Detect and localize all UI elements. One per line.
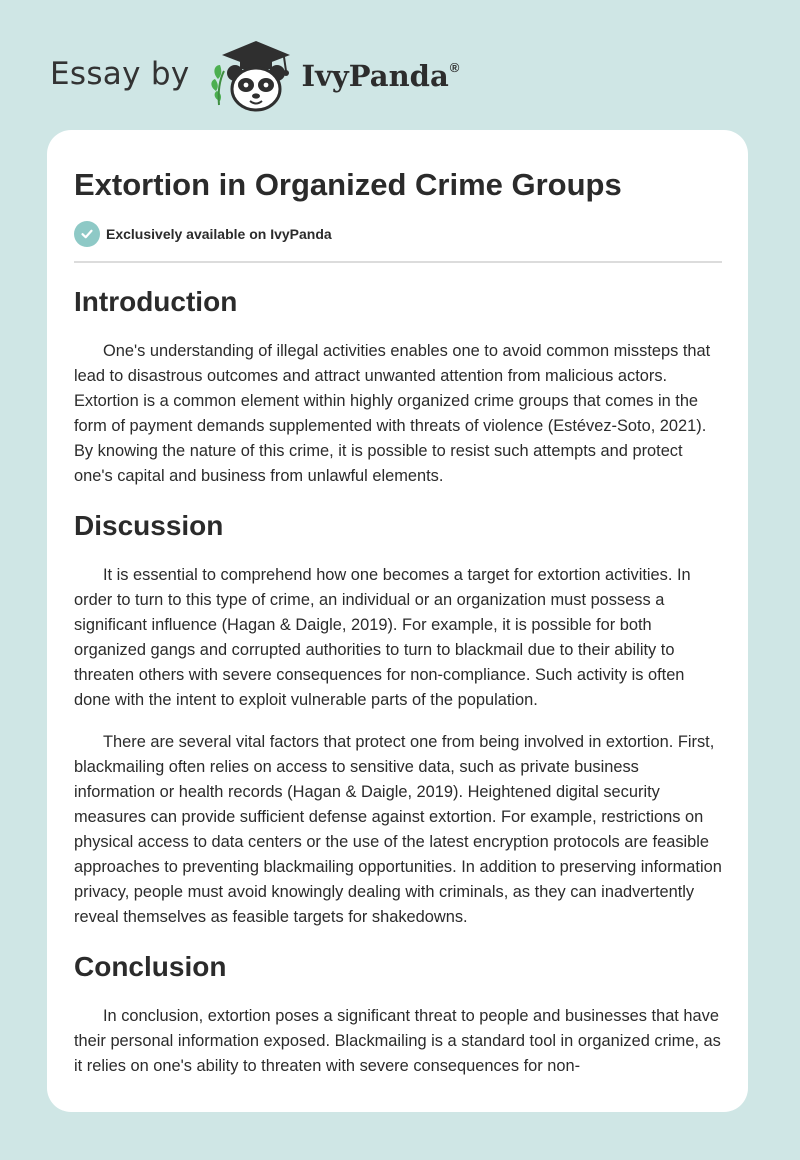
paragraph: In conclusion, extortion poses a significant threat to people and businesses that have their personal information exposed. Blackmailing is a standard tool in organized crime, as it relies on one's ability to threaten with severe consequences for non-: [74, 1007, 721, 1075]
section-heading: Introduction: [74, 286, 238, 317]
panda-logo-icon[interactable]: [204, 35, 296, 113]
paragraph: It is essential to comprehend how one becomes a target for extortion activities. In order to turn to this type of crime, an individual or an organization must possess a significant influence (Hagan & Daigle, 2019). For example, it is possible for both organized gangs and corrupted authorities to turn to blackmail due to their ability to threaten others with severe consequences for non-compliance. Such activity is often done with the intent to exploit vulnerable parts of the population.: [74, 566, 691, 709]
section-introduction: [74, 282, 722, 489]
brand-header: [50, 34, 459, 114]
brand-prefix: Essay by: [50, 56, 190, 92]
paragraph: One's understanding of illegal activities enables one to avoid common missteps that lead to disastrous outcomes and attract unwanted attention from malicious actors. Extortion is a common element within highly organized crime groups that comes in the form of payment demands supplemented with threats of violence (Estévez-Soto, 2021). By knowing the nature of this crime, it is possible to resist such attempts and protect one's capital and business from unlawful elements.: [74, 342, 711, 485]
section-heading: Discussion: [74, 510, 224, 541]
section-heading: Conclusion: [74, 951, 227, 982]
title-divider: [74, 261, 722, 263]
section-conclusion: [74, 947, 722, 1079]
essay-card: [47, 130, 748, 1112]
check-circle-icon: [74, 221, 100, 247]
exclusive-label: Exclusively available on IvyPanda: [106, 226, 332, 242]
paragraph: There are several vital factors that protect one from being involved in extortion. First, blackmailing often relies on access to sensitive data, such as private business information or health records (Hagan & Daigle, 2019). Heightened digital security measures can provide sufficient defense against extortion. For example, restrictions on physical access to data centers or the use of the latest encryption protocols are feasible approaches to preventing blackmailing opportunities. In addition to preserving information privacy, people must avoid knowingly dealing with criminals, as they can inadvertently reveal themselves as feasible targets for shakedowns.: [74, 733, 722, 926]
registered-mark: ®: [449, 60, 460, 75]
brand-name: IvyPanda®: [301, 59, 460, 93]
section-discussion: [74, 506, 722, 930]
essay-title: Extortion in Organized Crime Groups: [74, 167, 622, 202]
exclusive-badge: [74, 221, 722, 247]
